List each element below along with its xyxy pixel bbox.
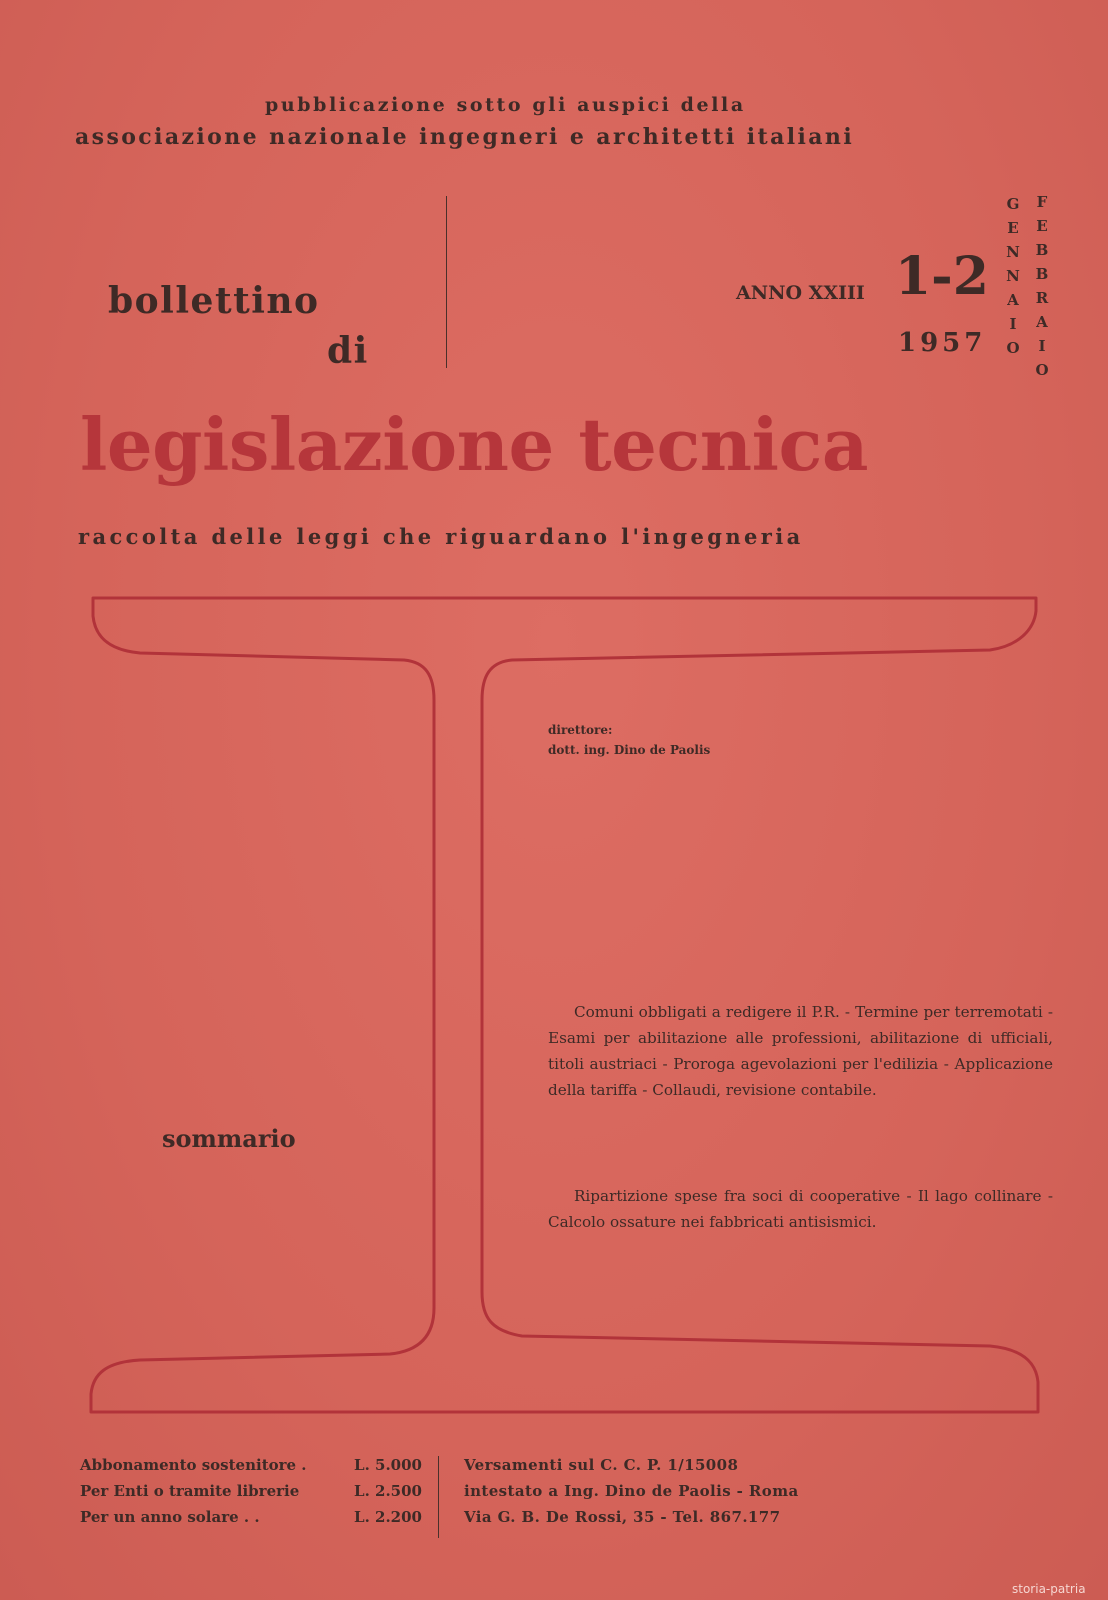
masthead-di: di: [327, 330, 369, 372]
summary-paragraph-2: Ripartizione spese fra soci di cooperative - Il lago collinare - Calcolo ossature nei fabbricati antisismici.: [548, 1187, 1053, 1231]
director-label: direttore:: [548, 723, 613, 737]
subscription-label: Per un anno solare . .: [80, 1508, 260, 1526]
magazine-subtitle: raccolta delle leggi che riguardano l'ingegneria: [78, 524, 804, 549]
month-gennaio-vertical: G E N N A I O: [1006, 195, 1020, 357]
magazine-title: legislazione tecnica: [80, 402, 868, 487]
issue-number: 1-2: [895, 246, 989, 307]
subscription-labels: [80, 1452, 307, 1530]
month-febbraio-vertical: F E B B R A I O: [1035, 193, 1049, 379]
issue-year: 1957: [898, 328, 987, 358]
subscription-price: L. 5.000: [354, 1456, 422, 1474]
summary-paragraph-1: Comuni obbligati a redigere il P.R. - Termine per terremotati - Esami per abilitazione alle professioni, abilitazione di ufficiali, titoli austriaci - Proroga agevolazioni per l'edilizia - Applicazione della tariffa - Collaudi, revisione contabile.: [548, 1003, 1053, 1099]
subscription-label: Abbonamento sostenitore .: [80, 1456, 307, 1474]
publisher-line-1: pubblicazione sotto gli auspici della: [265, 94, 746, 116]
publisher-line-2: associazione nazionale ingegneri e architetti italiani: [75, 124, 855, 150]
payment-line: Via G. B. De Rossi, 35 - Tel. 867.177: [464, 1508, 781, 1526]
payment-line: intestato a Ing. Dino de Paolis - Roma: [464, 1482, 799, 1500]
payment-info: [464, 1452, 799, 1530]
issue-anno: ANNO XXIII: [736, 282, 865, 304]
subscription-price: L. 2.200: [354, 1508, 422, 1526]
subscription-label: Per Enti o tramite librerie: [80, 1482, 300, 1500]
footer-divider: [438, 1456, 439, 1538]
payment-line: Versamenti sul C. C. P. 1/15008: [464, 1456, 739, 1474]
director-block: [548, 720, 710, 760]
masthead-bollettino: bollettino: [108, 280, 320, 322]
director-name: dott. ing. Dino de Paolis: [548, 743, 711, 757]
summary-label: sommario: [162, 1124, 296, 1153]
subscription-prices: [340, 1452, 422, 1530]
subscription-price: L. 2.500: [354, 1482, 422, 1500]
watermark: storia-patria: [1012, 1582, 1086, 1596]
